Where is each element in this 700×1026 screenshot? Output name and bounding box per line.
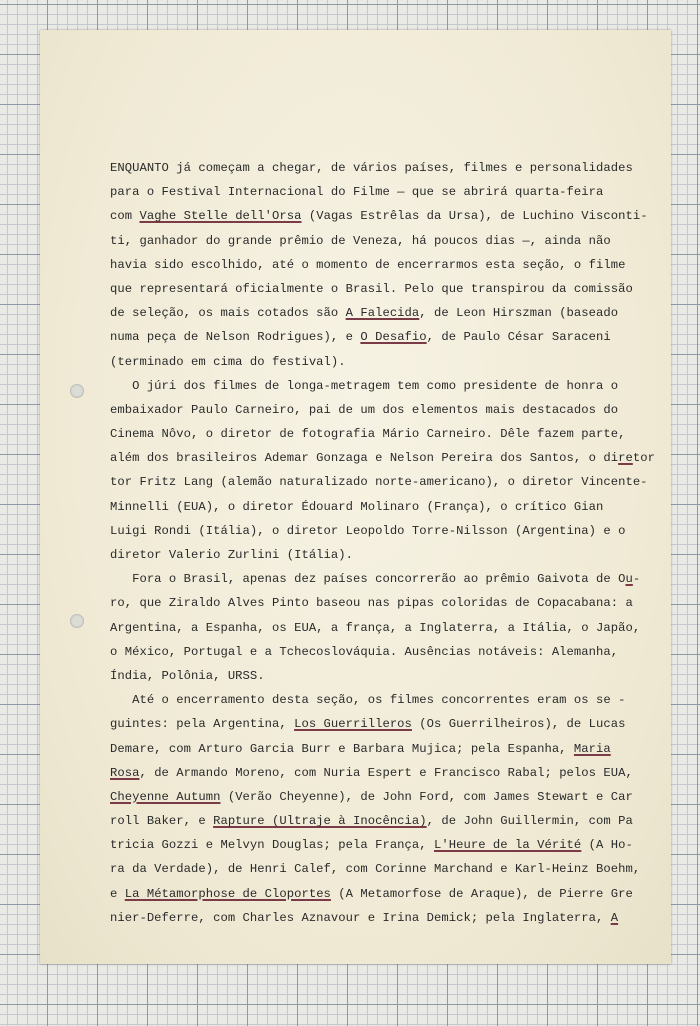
underlined-title: A Falecida bbox=[345, 306, 420, 321]
text-segment: Índia, Polônia, URSS. bbox=[110, 668, 265, 683]
text-segment: havia sido escolhido, até o momento de encerrarmos esta seção, o filme bbox=[110, 257, 626, 272]
text-line bbox=[110, 398, 655, 422]
text-segment: o México, Portugal e a Tchecoslováquia. Ausências notáveis: Alemanha, bbox=[110, 644, 619, 659]
text-line bbox=[110, 422, 655, 446]
text-segment: ra da Verdade), de Henri Calef, com Corinne Marchand e Karl-Heinz Boehm, bbox=[110, 862, 641, 877]
text-segment: além dos brasileiros Ademar Gonzaga e Nelson Pereira dos Santos, o di bbox=[110, 451, 619, 466]
text-line bbox=[110, 204, 655, 228]
text-segment: com bbox=[110, 209, 140, 224]
text-segment: , de John Guillermin, com Pa bbox=[426, 814, 633, 829]
text-segment: O júri dos filmes de longa-metragem tem como presidente de honra o bbox=[110, 378, 619, 393]
document-body bbox=[110, 156, 655, 930]
text-line bbox=[110, 906, 655, 930]
text-line bbox=[110, 664, 655, 688]
text-segment: ENQUANTO já começam a chegar, de vários países, filmes e personalidades bbox=[110, 161, 633, 175]
text-segment: Até o encerramento desta seção, os filmes concorrentes eram os se - bbox=[110, 693, 626, 708]
text-line bbox=[110, 253, 655, 277]
text-line bbox=[110, 882, 655, 906]
text-segment: guintes: pela Argentina, bbox=[110, 717, 295, 732]
text-segment: diretor Valerio Zurlini (Itália). bbox=[110, 548, 354, 562]
text-segment: (Verão Cheyenne), de John Ford, com James Stewart e Car bbox=[220, 789, 633, 804]
typewritten-page bbox=[40, 30, 671, 964]
underlined-title: A bbox=[610, 910, 619, 925]
text-line bbox=[110, 616, 655, 640]
text-segment: embaixador Paulo Carneiro, pai de um dos elementos mais destacados do bbox=[110, 402, 619, 417]
text-segment: nier-Deferre, com Charles Aznavour e Irina Demick; pela Inglaterra, bbox=[110, 910, 611, 925]
underlined-title: Rapture (Ultraje à Inocência) bbox=[213, 814, 427, 829]
punch-hole bbox=[70, 384, 84, 398]
underlined-title: u bbox=[625, 572, 633, 587]
text-line bbox=[110, 229, 655, 253]
underlined-title: Los Guerrilleros bbox=[294, 717, 412, 732]
underlined-title: Rosa bbox=[110, 765, 140, 780]
text-line bbox=[110, 712, 655, 736]
text-segment: Argentina, a Espanha, os EUA, a frança, a Inglaterra, a Itália, o Japão, bbox=[110, 620, 641, 635]
text-segment: - bbox=[632, 572, 641, 587]
text-segment: e bbox=[110, 886, 125, 901]
text-segment: para o Festival Internacional do Filme — que se abrirá quarta-feira bbox=[110, 185, 604, 200]
text-line bbox=[110, 519, 655, 543]
underlined-title: Vaghe Stelle dell'Orsa bbox=[139, 209, 302, 224]
text-line bbox=[110, 688, 655, 712]
text-segment: tricia Gozzi e Melvyn Douglas; pela França, bbox=[110, 838, 435, 853]
underlined-title: Maria bbox=[573, 741, 611, 756]
underlined-title: Cheyenne Autumn bbox=[110, 789, 221, 804]
underlined-title: O Desafio bbox=[360, 330, 427, 345]
text-segment: Minnelli (EUA), o diretor Édouard Molinaro (França), o crítico Gian bbox=[110, 499, 604, 514]
text-segment: , de Paulo César Saraceni bbox=[426, 330, 611, 345]
text-line bbox=[110, 495, 655, 519]
underlined-title: L'Heure de la Vérité bbox=[434, 838, 582, 853]
underlined-title: re bbox=[618, 451, 633, 466]
text-line bbox=[110, 591, 655, 615]
text-line bbox=[110, 785, 655, 809]
text-line bbox=[110, 277, 655, 301]
underlined-title: La Métamorphose de Cloportes bbox=[124, 886, 331, 901]
text-line bbox=[110, 470, 655, 494]
text-line bbox=[110, 156, 655, 180]
text-segment: roll Baker, e bbox=[110, 814, 214, 829]
text-line bbox=[110, 350, 655, 374]
text-segment: (Vagas Estrêlas da Ursa), de Luchino Visconti- bbox=[301, 209, 648, 224]
text-line bbox=[110, 737, 655, 761]
text-segment: (A Ho- bbox=[581, 838, 633, 853]
text-line bbox=[110, 180, 655, 204]
text-segment: Luigi Rondi (Itália), o diretor Leopoldo Torre-Nilsson (Argentina) e o bbox=[110, 523, 626, 538]
text-line bbox=[110, 567, 655, 591]
text-segment: (terminado em cima do festival). bbox=[110, 354, 346, 369]
text-line bbox=[110, 809, 655, 833]
text-segment: , de Leon Hirszman (baseado bbox=[419, 306, 619, 321]
text-segment: ro, que Ziraldo Alves Pinto baseou nas pipas coloridas de Copacabana: a bbox=[110, 596, 633, 611]
text-segment: Fora o Brasil, apenas dez países concorrerão ao prêmio Gaivota de O bbox=[110, 572, 626, 587]
text-segment: tor Fritz Lang (alemão naturalizado norte-americano), o diretor Vincente- bbox=[110, 475, 648, 490]
text-segment: (A Metamorfose de Araque), de Pierre Gre bbox=[330, 886, 633, 901]
text-segment: Demare, com Arturo Garcia Burr e Barbara Mujica; pela Espanha, bbox=[110, 741, 574, 756]
text-segment: ti, ganhador do grande prêmio de Veneza, há poucos dias —, ainda não bbox=[110, 233, 611, 248]
punch-hole bbox=[70, 614, 84, 628]
text-line bbox=[110, 325, 655, 349]
text-segment: (Os Guerrilheiros), de Lucas bbox=[411, 717, 626, 732]
text-segment: que representará oficialmente o Brasil. Pelo que transpirou da comissão bbox=[110, 281, 633, 296]
text-segment: numa peça de Nelson Rodrigues), e bbox=[110, 330, 361, 345]
text-line bbox=[110, 374, 655, 398]
text-line bbox=[110, 640, 655, 664]
text-line bbox=[110, 301, 655, 325]
text-line bbox=[110, 857, 655, 881]
text-segment: Cinema Nôvo, o diretor de fotografia Mário Carneiro. Dêle fazem parte, bbox=[110, 427, 626, 442]
text-line bbox=[110, 761, 655, 785]
text-segment: , de Armando Moreno, com Nuria Espert e Francisco Rabal; pelos EUA, bbox=[139, 765, 633, 780]
text-line bbox=[110, 446, 655, 470]
text-segment: tor bbox=[632, 451, 655, 466]
text-segment: de seleção, os mais cotados são bbox=[110, 306, 346, 321]
text-line bbox=[110, 833, 655, 857]
text-line bbox=[110, 543, 655, 567]
